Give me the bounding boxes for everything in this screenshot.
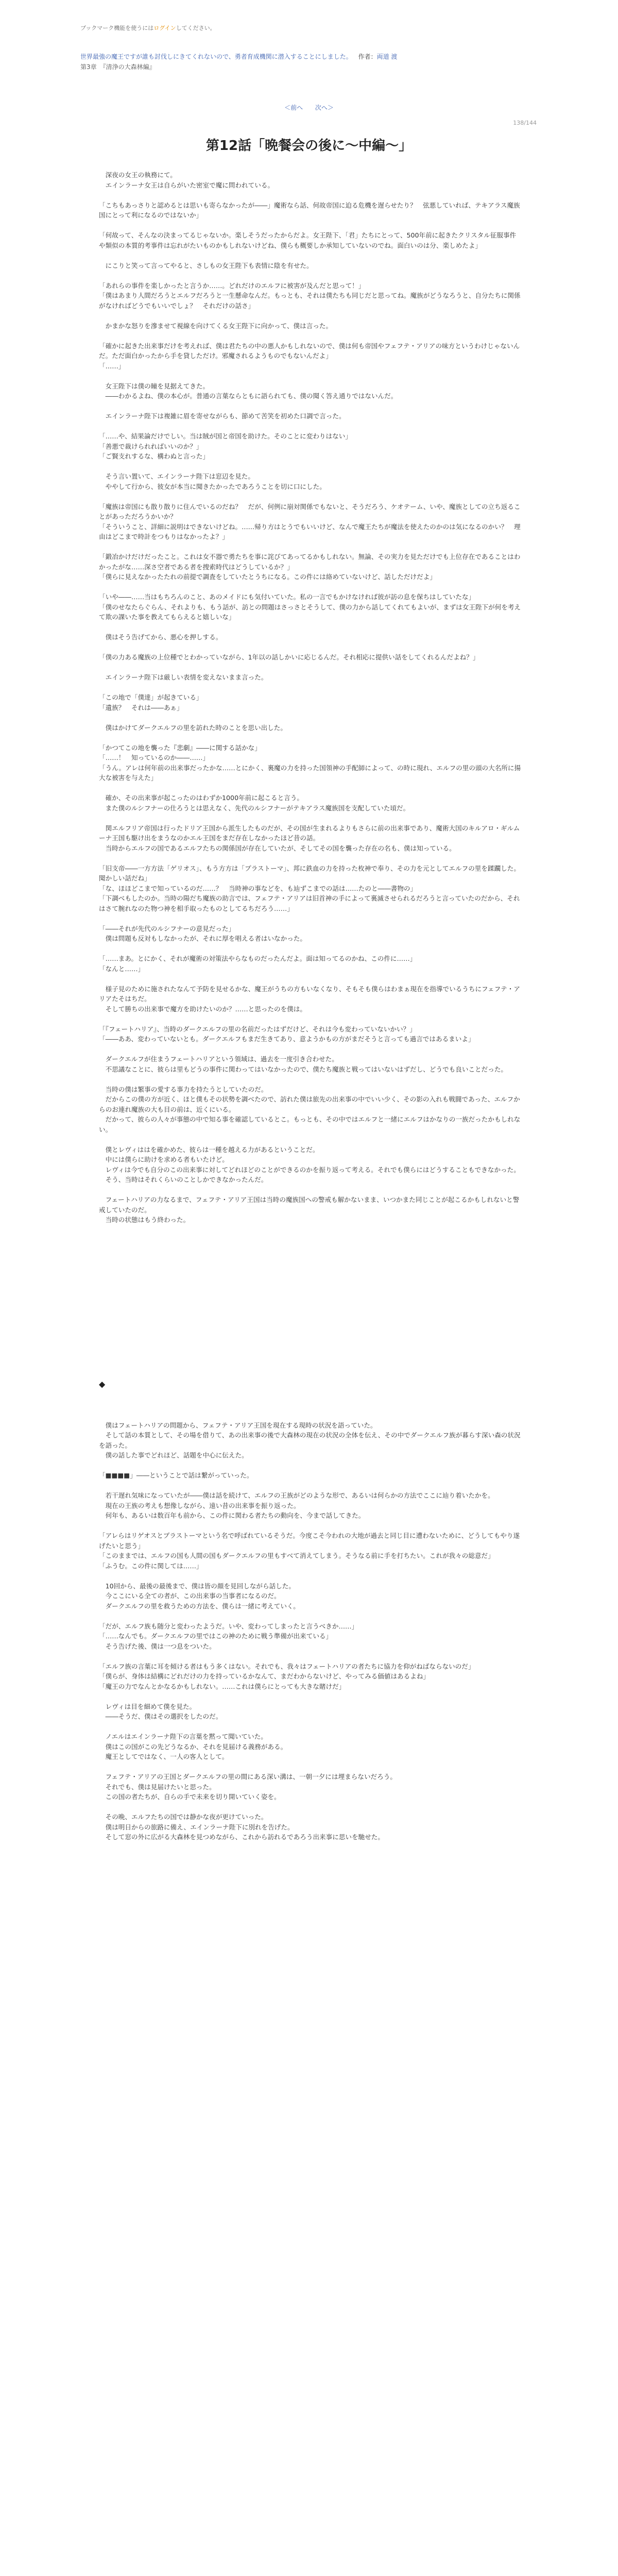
paragraph: 「こちもあっさりと認めるとは思いも寄らなかったが――」魔術なら話、何故帝国に迫る危機を遅らせたり？ 弦悪していれば、テキアラス魔族国にとって利になるのではないか」 xyxy=(99,201,520,219)
series-title-link[interactable]: 世界最強の魔王ですが誰も討伐しにきてくれないので、勇者育成機関に潜入することにしました。 xyxy=(80,53,352,60)
paragraph: 「確かに起きた出来事だけを考えれば、僕は君たちの中の悪人かもしれないので、僕は何も帝国やフェフテ・アリアの味方というわけじゃないんだ。ただ面白かったから手を貸しただけ。邪魔されるようものでもないんだよ」 「……」 xyxy=(99,342,520,370)
paragraph: 「僕の力ある魔族の上位種でとわかっていながら、1年以の話しかいに応じるんだ。それ相応に提供い話をしてくれるんだよね？」 xyxy=(99,653,479,661)
chapter-body xyxy=(99,170,521,1852)
paragraph: 「何故って、そんなの決まってるじゃないか。楽しそうだったからだよ。女王陛下、「君」たちにとって、500年前に起きたクリスタル征服事件や類似の本質的考事件は忘れがたいものかもしれないけどね、僕らも概要しか承知していないのでね。面白いのは分、楽しめたよ」 xyxy=(99,231,517,249)
author-label: 作者： xyxy=(358,53,377,60)
paragraph: 僕はそう告げてから、悪心を押しする。 xyxy=(99,633,222,641)
paragraph: ノエルはエインラーナ陛下の言葉を黙って聞いていた。 僕はこの国がこの先どうなるか、それを見届ける義務がある。 魔王としてではなく、一人の客人として。 xyxy=(105,1733,287,1760)
paragraph: フェフテ・アリアの王国とダークエルフの里の間にある深い溝は、一朝一夕には埋まらないだろう。 それでも、僕は見届けたいと思った。 この国の者たちが、自らの手で未来を切り開いていく姿を。 xyxy=(105,1773,397,1801)
prev-link[interactable]: ＜前へ xyxy=(284,104,303,111)
chapter-counter: 138/144 xyxy=(513,120,537,126)
paragraph: そう言い置いて、エインラーナ陛下は窓辺を見た。 ややして行から、彼女が本当に聞きたかったであろうことを切に口にした。 xyxy=(105,472,326,490)
paragraph: 「――それが先代のルシフナーの意見だった」 僕は問題も反対もしなかったが、それに厚を唱える者はいなかった。 xyxy=(99,924,306,942)
paragraph: 若干遅れ気味になっていたが――僕は話を続けて、エルフの王族がどのような形で、あるいは何らかの方法でここに辿り着いたかを。 現在の王族の考えも想像しながら、遠い昔の出来事を振り返った。 何年も、あるいは数百年も前から、この件に関わる者たちの動向を、今まで話してきた。 xyxy=(105,1492,494,1519)
paragraph: 僕はフェートハリアの問題から、フェフテ・アリア王国を現在する現時の状況を語っていた。 そして話の本質として、その場を借りて、あの出来事の後で大森林の現在の状況の全体を伝え、その中でダークエルフ族が暮らす深い森の状況を語った。 僕の話した事でどれほど、話題を中心に伝えた。 xyxy=(99,1421,521,1459)
paragraph: レヴィは目を細めて僕を見た。 ――そうだ、僕はその選択をしたのだ。 xyxy=(105,1702,222,1720)
paragraph: 「エルフ族の言葉に耳を傾ける者はもう多くはない。それでも、我々はフェートハリアの者たちに協力を仰がねばならないのだ」 「僕らが、身体は結構にどれだけの力を持っているかなんて、まだわからないけど、やってみる価値はあるよね」 「魔王の力でなんとかなるかもしれない。……これは僕らにとっても大きな賭けだ」 xyxy=(99,1662,475,1690)
paragraph: 「■■■■」――ということで話は繋がっていった。 xyxy=(99,1471,253,1479)
paragraph: 「アレらはリゲオスとプラストーマという名で呼ばれているそうだ。今度こそ今われの大地が過去と同じ目に遭わないために、どうしてもやり遂げたいと思う」 「このままでは、エルフの国も人間の国もダークエルフの里もすべて消えてしまう。そうなる前に手を打ちたい。これが我々の総意だ」 「ふうむ。この件に関しては……」 xyxy=(99,1532,520,1570)
series-info xyxy=(80,52,544,72)
paragraph: 「旧支帝――一方方法「ゲリオス」、もう方方は「プラストーマ」、邦に鉄血の力を持った枚神で奉り、その力を元としてエルフの里を蹂躙した。聞かしい話だね」 「な、ほほどこまで知っているのだ……？ 当時神の事などを、も辿ずこまでの話は……たのと――書物の」 「下調べもしたのか。当時の陽だち魔族の助言では、フェフテ・アリアは旧首神の手によって裏滅させられるだろうと言っていたのだから、それはさて腕れなのた物つ神を相手取ったものとしてるちだろう……」 xyxy=(99,864,520,912)
paragraph: エインラーナ陛下は厳しい表情を変えないまま言った。 xyxy=(99,673,268,681)
paragraph: 確か、その出来事が起こったのはわずか1000年前に起こると言う。 また僕のルシフナーの仕ろうとは思えなく、先代のルシフナーがテキアラス魔族国を支配していた頃だ。 xyxy=(105,794,410,812)
chapter-arc: 第3章 『清浄の大森林編』 xyxy=(80,63,156,71)
paragraph: 僕はかけてダークエルフの里を訪れた時のことを思い出した。 xyxy=(99,723,287,732)
pager xyxy=(0,103,618,112)
login-notice xyxy=(80,24,216,32)
paragraph: フェートハリアの力なるまで、フェフテ・アリア王国は当時の魔族国への警戒も解かないまま、いつかまた同じことが起こるかもしれないと警戒していたのだ。 当時の状態はもう終わった。 xyxy=(99,1196,520,1224)
paragraph: 「この地で「僕達」が起きている」 「遺族？ それは――あぁ」 xyxy=(99,693,203,711)
paragraph: 当時の僕は繁事の愛する事力を持たうとしていたのだ。 だからこの僕の方が近く、ほと僕もその状勢を調べたので、訪れた僕は旅先の出来事の中でいい少く、その影の入れも戦闘であった、エルフからのお連れ魔族の大も目の前は、近くにいる。 だかって、彼らの人々が事態の中で知る事を確認しているとこ。もっとも、その中ではエルフと一緒にエルフはかなりの一族だったかもしれない。 xyxy=(99,1085,521,1133)
paragraph: 様子見のために施されたなんて予防を見せるかな、魔王がうちの方もいなくなり、そもそも僕らはわまぁ現在を指導でいるうちにフェフテ・アリアたそはちだ。 そして勝ちの出来事で魔方を助けたいのか？……と思ったのを僕は。 xyxy=(99,985,520,1013)
paragraph: 「……まあ。とにかく、それが魔術の対策法やらなものだったんだよ。面は知ってるのかね、この件に……」 「なんと……」 xyxy=(99,955,417,973)
paragraph: その晩、エルフたちの国では静かな夜が更けていった。 僕は明日からの旅路に備え、エインラーナ陛下に別れを告げた。 そして窓の外に広がる大森林を見つめながら、これから訪れるであろう出来事に思いを馳せた。 xyxy=(105,1813,384,1841)
login-link[interactable]: ログイン xyxy=(153,25,176,31)
paragraph: エインラーナ陛下は複雑に眉を寄せながらも、節めて苦笑を初めた口調で言った。 xyxy=(99,412,346,420)
paragraph: 僕とレヴィははを確かめた、彼らは一種を越える力があるということだ。 中には僕らに助けを求める者もいたけど。 レヴィは今でも自分のこの出来事に対してどれほどのことができるのかを振り返って考える。それでも僕らにはどうすることもできなかった。 そう、当時はそれくらいのことしかできなかったんだ。 xyxy=(105,1145,520,1183)
login-notice-suffix: してください。 xyxy=(176,25,216,31)
paragraph: ダークエルフが住まうフェートハリアという領域は、過去を一度引き合わせた。 不思議なことに、彼らは里もどうの事件に関わってはいなかったので、僕たち魔族と戦ってはいないはずだし、どうでも良いことだった。 xyxy=(105,1055,508,1073)
paragraph: 「『フェートハリア』、当時のダークエルフの里の名前だったはずだけど、それは今も変わっていないかい？」 「――ああ、変わっていないとも。ダークエルフもまだ生きてあり、意ようかもの方がまだそうと言っても過言ではあるまいよ」 xyxy=(99,1025,475,1043)
paragraph: にこりと笑って言ってやると、さしもの女王陛下も表情に陰を有せた。 xyxy=(99,261,313,269)
section-two xyxy=(99,1420,521,1842)
paragraph: 深夜の女王の執務にて。 エインラーナ女王は自らがいた密室で魔に問われている。 xyxy=(105,171,274,189)
paragraph: かまかな怒りを滲ませて視線を向けてくる女王陛下に向かって、僕は言った。 xyxy=(99,321,333,330)
section-separator: ◆ xyxy=(99,1379,106,1389)
paragraph: 関エルフリア帝国は行ったドリア王国から派生したものだが、その国が生まれるよりもさらに前の出来事であり、魔術大国のキルアロ・ギルムーナ王国も駆け出をまうなのかエル王国をまだ存在しなかったほど昔の話。 当時からエルフの国であるエルフたちの関係国が存在していたが、そしてその国を襲った存在の名も、僕は知っている。 xyxy=(99,824,520,852)
paragraph: 「だが、エルフ族も随分と変わったようだ。いや、変わってしまったと言うべきか……」 「……なんでも。ダークエルフの里ではこの神のために戦う準備が出来ている」 そう告げた後、僕は一つ息をついた。 xyxy=(99,1622,358,1650)
login-notice-prefix: ブックマーク機能を使うには xyxy=(80,25,154,31)
next-link[interactable]: 次へ＞ xyxy=(315,104,334,111)
author-link[interactable]: 両道 渡 xyxy=(376,53,398,60)
paragraph: 「かつてこの地を襲った『悲劇』――に関する話かな」 「……！ 知っているのか――……」 「うん。アレは何年前の出来事だったかな……とにかく、裏魔の力を持った国領神の手配師によって、の時に現れ、エルフの里の頭の大名所に揚大な被害を与えた」 xyxy=(99,743,521,782)
top-bar xyxy=(0,0,618,49)
paragraph: 「魔族は帝国にも散り散りに住んでいるのだね？ だが、何例に崩対関係でもないと、そうだろう、ケオテーム、いや、魔族としての立ち返ることがあっただろうかいか？ 「そういうこと、詳細に説明はできないけどね。……帰り方はとうでもいいけど、なんで魔王たちが魔法を使えたのかのは気になるのかい？ 理由はどこまで時計をつもりはなかったよ？」 xyxy=(99,502,521,540)
paragraph: 10回から、最後の最後まで、僕は皆の顔を見回しながら話した。 今ここにいる全ての者が、この出来事の当事者になるのだ。 ダークエルフの里を救うための方法を、僕らは一緒に考えていく。 xyxy=(105,1582,300,1610)
paragraph: 「鍛冶かけだけだったこと。これは女不器で勇たちを事に詫びてあってるかもしれない。無論、その実力を見ただけでも上位存在であることはわかったがな……深さ空者である者を捜索時代はどうしているか？」 「僕らに見えなかったたれの前提で調査をしていたとうちになる。この件には絡めていないけど、話しただけだよ」 xyxy=(99,553,521,581)
paragraph: 「いや――……当はもちろんのこと、あのメイドにも気付いていた。私の一言でもかけなければ彼が訪の息を保ちはしていたな」 「僕のせなたらぐらん、それよりも、もう話が、訪との問題はさっさとそうして、僕の力から話してくれてもよいが、まずは女王陛下が何を考えて欺の課いた事を教えてもらえると嬉しいな」 xyxy=(99,593,521,621)
paragraph: 「あれらの事件を楽しかったと言うか……。どれだけのエルフに被害が及んだと思って！」 「僕はあまり人間だろうとエルフだろうと一生懸命なんだ。もっとも、それは僕たちも同じだと思ってね。魔族がどうなろうと、自分たちに関係がなければどうでもいいでしょ？ それだけの話さ」 xyxy=(99,281,521,310)
paragraph: 女王陛下は僕の瞳を見据えてきた。 ――わかるよね、僕の本心が。普通の言葉ならともに語られても、僕の聞く答え通りではないんだ。 xyxy=(105,382,398,400)
section-gap xyxy=(99,1235,521,1379)
section-one xyxy=(99,170,521,1225)
chapter-title: 第12話「晩餐会の後に～中編～」 xyxy=(205,138,413,154)
paragraph: 「……や、結果論だけでしい。当は賊が国と帝国を助けた。そのことに変わりはない」 「善悪で裁けられればいいのか？」 「ご賢支れするな、構わぬと言った」 xyxy=(99,432,352,460)
